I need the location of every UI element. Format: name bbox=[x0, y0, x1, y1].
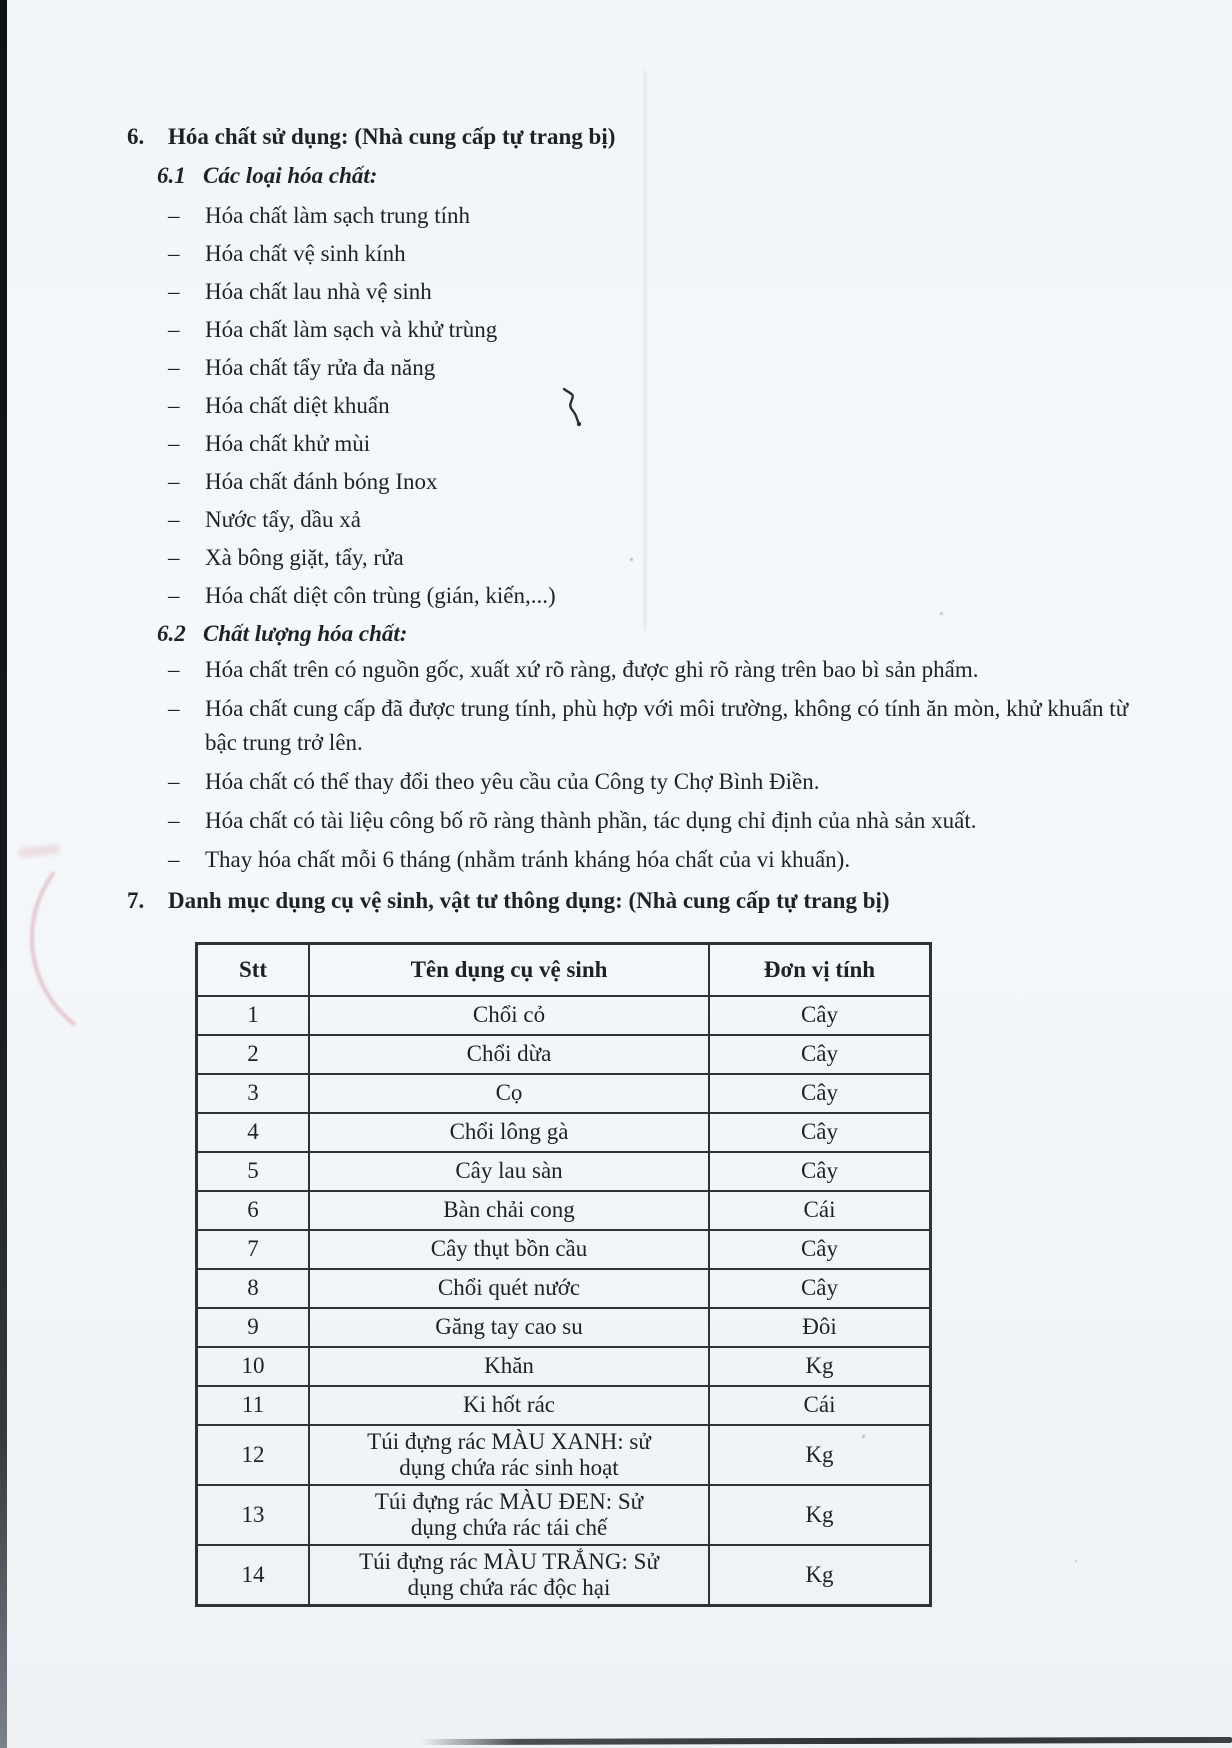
table-header-cell: Đơn vị tính bbox=[709, 944, 931, 996]
bullet-item bbox=[168, 765, 1136, 799]
name-cell: Túi đựng rác MÀU TRẮNG: Sử dụng chứa rác độc hại bbox=[309, 1545, 709, 1606]
scan-edge-left bbox=[0, 0, 7, 1748]
name-cell: Chổi lông gà bbox=[309, 1113, 709, 1152]
scan-edge-bottom bbox=[420, 1737, 1232, 1745]
bullet-item bbox=[168, 463, 556, 501]
name-cell: Chổi dừa bbox=[309, 1035, 709, 1074]
stamp-smudge bbox=[18, 844, 61, 858]
tools-table-body bbox=[197, 996, 931, 1606]
unit-cell: Kg bbox=[709, 1347, 931, 1386]
table-row bbox=[197, 1308, 931, 1347]
bullet-dash-icon: – bbox=[168, 507, 180, 532]
bullet-dash-icon: – bbox=[168, 317, 180, 342]
stt-cell: 6 bbox=[197, 1191, 310, 1230]
name-cell: Chổi cỏ bbox=[309, 996, 709, 1035]
bullet-item bbox=[168, 425, 556, 463]
scan-streak bbox=[644, 70, 646, 630]
section6-sub2-heading bbox=[157, 619, 407, 649]
bullet-dash-icon: – bbox=[168, 847, 180, 872]
section7-number: 7. bbox=[127, 888, 145, 913]
section6-number: 6. bbox=[127, 124, 145, 149]
unit-cell: Kg bbox=[709, 1545, 931, 1606]
section6-sub1-title: Các loại hóa chất: bbox=[203, 163, 378, 188]
scan-speck bbox=[1075, 1560, 1077, 1562]
bullet-text: Hóa chất làm sạch trung tính bbox=[205, 203, 471, 228]
bullet-text: Xà bông giặt, tẩy, rửa bbox=[205, 545, 404, 570]
bullet-dash-icon: – bbox=[168, 393, 180, 418]
unit-cell: Cây bbox=[709, 1269, 931, 1308]
table-row bbox=[197, 1230, 931, 1269]
name-cell: Ki hốt rác bbox=[309, 1386, 709, 1425]
table-row bbox=[197, 1269, 931, 1308]
table-header-cell: Tên dụng cụ vệ sinh bbox=[309, 944, 709, 996]
table-row bbox=[197, 1113, 931, 1152]
scan-speck bbox=[630, 558, 633, 561]
name-cell: Khăn bbox=[309, 1347, 709, 1386]
bullet-text: Hóa chất cung cấp đã được trung tính, phù hợp với môi trường, không có tính ăn mòn, khử khuẩn từ bậc trung trở lên. bbox=[205, 696, 1129, 755]
bullet-item bbox=[168, 349, 556, 387]
bullet-dash-icon: – bbox=[168, 657, 180, 682]
name-cell: Cọ bbox=[309, 1074, 709, 1113]
bullet-text: Hóa chất có tài liệu công bố rõ ràng thành phần, tác dụng chỉ định của nhà sản xuất. bbox=[205, 808, 977, 833]
bullet-item bbox=[168, 387, 556, 425]
unit-cell: Kg bbox=[709, 1485, 931, 1545]
table-row bbox=[197, 1191, 931, 1230]
name-cell: Chổi quét nước bbox=[309, 1269, 709, 1308]
unit-cell: Cây bbox=[709, 1152, 931, 1191]
bullet-text: Hóa chất trên có nguồn gốc, xuất xứ rõ ràng, được ghi rõ ràng trên bao bì sản phẩm. bbox=[205, 657, 979, 682]
bullet-item bbox=[168, 197, 556, 235]
bullet-dash-icon: – bbox=[168, 469, 180, 494]
bullet-dash-icon: – bbox=[168, 203, 180, 228]
table-row bbox=[197, 996, 931, 1035]
unit-cell: Kg bbox=[709, 1425, 931, 1485]
section6-sub2-number: 6.2 bbox=[157, 621, 186, 646]
bullet-text: Thay hóa chất mỗi 6 tháng (nhằm tránh kháng hóa chất của vi khuẩn). bbox=[205, 847, 851, 872]
unit-cell: Cây bbox=[709, 996, 931, 1035]
section6-title: Hóa chất sử dụng: (Nhà cung cấp tự trang bị) bbox=[168, 124, 616, 149]
unit-cell: Cái bbox=[709, 1386, 931, 1425]
table-row bbox=[197, 1425, 931, 1485]
unit-cell: Cây bbox=[709, 1035, 931, 1074]
stt-cell: 5 bbox=[197, 1152, 310, 1191]
bullet-dash-icon: – bbox=[168, 431, 180, 456]
bullet-dash-icon: – bbox=[168, 808, 180, 833]
chemical-types-list bbox=[168, 197, 556, 615]
stt-cell: 11 bbox=[197, 1386, 310, 1425]
stt-cell: 8 bbox=[197, 1269, 310, 1308]
bullet-item bbox=[168, 273, 556, 311]
stt-cell: 9 bbox=[197, 1308, 310, 1347]
bullet-text: Hóa chất tẩy rửa đa năng bbox=[205, 355, 436, 380]
bullet-dash-icon: – bbox=[168, 583, 180, 608]
bullet-item bbox=[168, 577, 556, 615]
section7-title: Danh mục dụng cụ vệ sinh, vật tư thông dụng: (Nhà cung cấp tự trang bị) bbox=[168, 888, 890, 913]
section6-sub1-number: 6.1 bbox=[157, 163, 186, 188]
section7-heading bbox=[127, 886, 1187, 916]
bullet-dash-icon: – bbox=[168, 355, 180, 380]
bullet-item bbox=[168, 539, 556, 577]
stt-cell: 4 bbox=[197, 1113, 310, 1152]
bullet-text: Nước tẩy, dầu xả bbox=[205, 507, 361, 532]
table-row bbox=[197, 1386, 931, 1425]
stt-cell: 13 bbox=[197, 1485, 310, 1545]
unit-cell: Cái bbox=[709, 1191, 931, 1230]
bullet-dash-icon: – bbox=[168, 241, 180, 266]
table-row bbox=[197, 1347, 931, 1386]
table-row bbox=[197, 1074, 931, 1113]
stt-cell: 1 bbox=[197, 996, 310, 1035]
bullet-text: Hóa chất diệt khuẩn bbox=[205, 393, 390, 418]
bullet-item bbox=[168, 235, 556, 273]
bullet-dash-icon: – bbox=[168, 279, 180, 304]
name-cell: Túi đựng rác MÀU XANH: sử dụng chứa rác sinh hoạt bbox=[309, 1425, 709, 1485]
table-row bbox=[197, 1485, 931, 1545]
bullet-text: Hóa chất có thể thay đổi theo yêu cầu của Công ty Chợ Bình Điền. bbox=[205, 769, 820, 794]
tools-table bbox=[195, 942, 932, 1607]
name-cell: Găng tay cao su bbox=[309, 1308, 709, 1347]
bullet-text: Hóa chất làm sạch và khử trùng bbox=[205, 317, 498, 342]
bullet-item bbox=[168, 653, 1136, 687]
section6-sub2-title: Chất lượng hóa chất: bbox=[203, 621, 408, 646]
stt-cell: 10 bbox=[197, 1347, 310, 1386]
bullet-item bbox=[168, 804, 1136, 838]
stt-cell: 3 bbox=[197, 1074, 310, 1113]
stt-cell: 14 bbox=[197, 1545, 310, 1606]
unit-cell: Cây bbox=[709, 1230, 931, 1269]
table-row bbox=[197, 1035, 931, 1074]
bullet-text: Hóa chất vệ sinh kính bbox=[205, 241, 406, 266]
bullet-text: Hóa chất đánh bóng Inox bbox=[205, 469, 438, 494]
unit-cell: Đôi bbox=[709, 1308, 931, 1347]
bullet-dash-icon: – bbox=[168, 696, 180, 721]
name-cell: Cây thụt bồn cầu bbox=[309, 1230, 709, 1269]
scan-speck bbox=[940, 612, 943, 615]
name-cell: Bàn chải cong bbox=[309, 1191, 709, 1230]
bullet-dash-icon: – bbox=[168, 545, 180, 570]
table-row bbox=[197, 1545, 931, 1606]
pen-mark-icon bbox=[560, 386, 590, 430]
unit-cell: Cây bbox=[709, 1074, 931, 1113]
name-cell: Cây lau sàn bbox=[309, 1152, 709, 1191]
section6-sub1-heading bbox=[157, 161, 377, 191]
bullet-item bbox=[168, 692, 1136, 760]
bullet-item bbox=[168, 501, 556, 539]
name-cell: Túi đựng rác MÀU ĐEN: Sử dụng chứa rác tái chế bbox=[309, 1485, 709, 1545]
chemical-quality-list bbox=[168, 653, 1136, 882]
stt-cell: 7 bbox=[197, 1230, 310, 1269]
bullet-text: Hóa chất diệt côn trùng (gián, kiến,...) bbox=[205, 583, 556, 608]
bullet-item bbox=[168, 843, 1136, 877]
bullet-text: Hóa chất khử mùi bbox=[205, 431, 371, 456]
bullet-item bbox=[168, 311, 556, 349]
stt-cell: 2 bbox=[197, 1035, 310, 1074]
section6-heading bbox=[127, 122, 615, 152]
tools-table-head bbox=[197, 944, 931, 996]
bullet-dash-icon: – bbox=[168, 769, 180, 794]
table-row bbox=[197, 1152, 931, 1191]
stt-cell: 12 bbox=[197, 1425, 310, 1485]
tools-table-header-row bbox=[197, 944, 931, 996]
unit-cell: Cây bbox=[709, 1113, 931, 1152]
bullet-text: Hóa chất lau nhà vệ sinh bbox=[205, 279, 432, 304]
table-header-cell: Stt bbox=[197, 944, 310, 996]
